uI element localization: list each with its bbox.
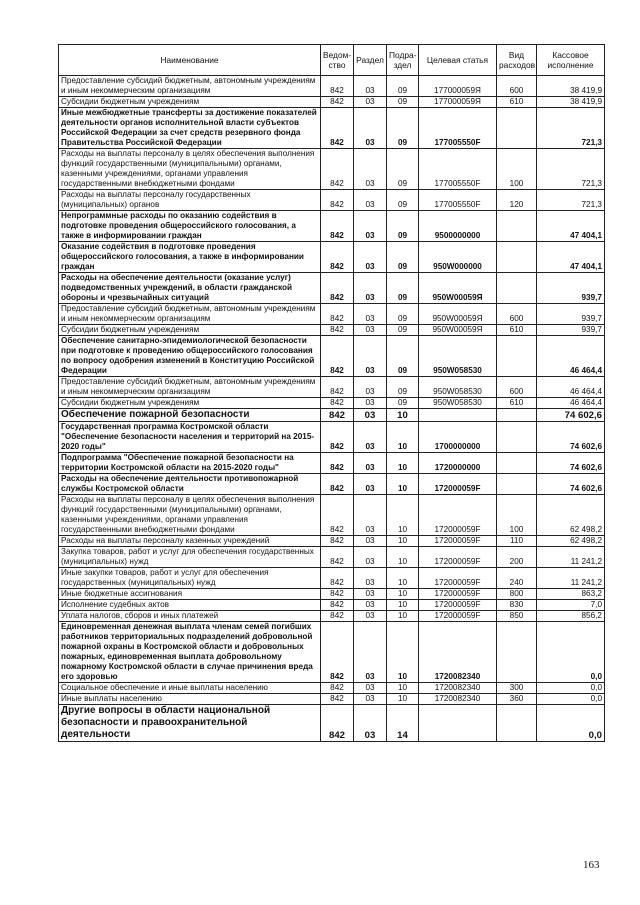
row-podrazdel: 09 <box>387 149 419 190</box>
row-statya: 172000059F <box>419 589 497 600</box>
row-name: Расходы на выплаты персоналу казенных учреждений <box>59 536 321 547</box>
row-statya: 1720082340 <box>419 683 497 694</box>
row-vid: 600 <box>497 304 537 325</box>
table-row <box>59 568 605 589</box>
row-razdel: 03 <box>354 190 387 211</box>
row-amount: 46 464,4 <box>537 336 605 377</box>
row-podrazdel: 10 <box>387 683 419 694</box>
row-vedomstvo: 842 <box>321 536 354 547</box>
row-podrazdel: 10 <box>387 422 419 453</box>
header-name: Наименование <box>59 45 321 76</box>
row-name: Предоставление субсидий бюджетным, автономным учреждениям и иным некоммерческим организациям <box>59 304 321 325</box>
row-statya: 950W058530 <box>419 336 497 377</box>
row-podrazdel: 09 <box>387 336 419 377</box>
row-vid <box>497 622 537 683</box>
row-statya: 177005550F <box>419 149 497 190</box>
row-podrazdel: 09 <box>387 325 419 336</box>
header-vedomstvo: Ведом-ство <box>321 45 354 76</box>
row-podrazdel: 10 <box>387 611 419 622</box>
row-vid: 850 <box>497 611 537 622</box>
row-name: Расходы на обеспечение деятельности (оказание услуг) подведомственных учреждений, в области гражданской обороны и чрезвычайных ситуаций <box>59 273 321 304</box>
row-statya: 172000059F <box>419 611 497 622</box>
row-amount: 939,7 <box>537 325 605 336</box>
table-row <box>59 242 605 273</box>
table-row <box>59 536 605 547</box>
row-vid: 600 <box>497 377 537 398</box>
row-statya: 950W058530 <box>419 377 497 398</box>
row-name: Государственная программа Костромской области "Обеспечение безопасности населения и территорий на 2015-2020 годы" <box>59 422 321 453</box>
row-vedomstvo: 842 <box>321 683 354 694</box>
row-vedomstvo: 842 <box>321 409 354 422</box>
row-name: Иные межбюджетные трансферты за достижение показателей деятельности органов исполнительной власти субъектов Российской Федерации за счет средств резервного фонда Правительства Российской Федерации <box>59 108 321 149</box>
row-vid <box>497 474 537 495</box>
table-row <box>59 453 605 474</box>
row-amount: 11 241,2 <box>537 547 605 568</box>
budget-table <box>58 44 605 742</box>
table-row <box>59 600 605 611</box>
row-podrazdel: 09 <box>387 273 419 304</box>
header-vid: Вид расходов <box>497 45 537 76</box>
row-vedomstvo: 842 <box>321 398 354 409</box>
row-name: Уплата налогов, сборов и иных платежей <box>59 611 321 622</box>
row-vedomstvo: 842 <box>321 589 354 600</box>
header-razdel: Раздел <box>354 45 387 76</box>
row-vid <box>497 453 537 474</box>
table-row <box>59 409 605 422</box>
row-vedomstvo: 842 <box>321 474 354 495</box>
row-podrazdel: 10 <box>387 622 419 683</box>
row-vid <box>497 409 537 422</box>
row-amount: 0,0 <box>537 694 605 705</box>
row-vedomstvo: 842 <box>321 108 354 149</box>
table-row <box>59 705 605 742</box>
row-vedomstvo: 842 <box>321 611 354 622</box>
row-statya: 172000059F <box>419 568 497 589</box>
row-razdel: 03 <box>354 336 387 377</box>
row-razdel: 03 <box>354 398 387 409</box>
row-razdel: 03 <box>354 622 387 683</box>
row-vid: 120 <box>497 190 537 211</box>
row-vedomstvo: 842 <box>321 211 354 242</box>
row-statya: 172000059F <box>419 536 497 547</box>
row-name: Предоставление субсидий бюджетным, автономным учреждениям и иным некоммерческим организациям <box>59 76 321 97</box>
row-amount: 74 602,6 <box>537 422 605 453</box>
row-vedomstvo: 842 <box>321 422 354 453</box>
row-podrazdel: 09 <box>387 304 419 325</box>
table-row <box>59 398 605 409</box>
row-razdel: 03 <box>354 211 387 242</box>
table-row <box>59 547 605 568</box>
row-razdel: 03 <box>354 422 387 453</box>
row-razdel: 03 <box>354 600 387 611</box>
row-podrazdel: 09 <box>387 242 419 273</box>
row-name: Иные бюджетные ассигнования <box>59 589 321 600</box>
row-podrazdel: 09 <box>387 97 419 108</box>
row-vid: 100 <box>497 495 537 536</box>
row-name: Субсидии бюджетным учреждениям <box>59 97 321 108</box>
table-row <box>59 611 605 622</box>
row-amount: 62 498,2 <box>537 536 605 547</box>
table-row <box>59 589 605 600</box>
table-row <box>59 149 605 190</box>
row-amount: 47 404,1 <box>537 242 605 273</box>
row-amount: 939,7 <box>537 273 605 304</box>
row-statya: 1720082340 <box>419 694 497 705</box>
row-name: Исполнение судебных актов <box>59 600 321 611</box>
row-vid <box>497 336 537 377</box>
row-name: Единовременная денежная выплата членам семей погибших работников территориальных подразделений добровольной пожарной охраны в Костромской области и добровольных пожарных, единовременная выплата добровольному пожарному Костромской области в случае причинения вреда его здоровью <box>59 622 321 683</box>
row-podrazdel: 09 <box>387 377 419 398</box>
row-razdel: 03 <box>354 149 387 190</box>
row-amount: 74 602,6 <box>537 409 605 422</box>
row-name: Социальное обеспечение и иные выплаты населению <box>59 683 321 694</box>
row-amount: 0,0 <box>537 683 605 694</box>
row-amount: 47 404,1 <box>537 211 605 242</box>
row-podrazdel: 10 <box>387 409 419 422</box>
row-razdel: 03 <box>354 495 387 536</box>
row-name: Обеспечение санитарно-эпидемиологической безопасности при подготовке к проведению общероссийского голосования по вопросу одобрения изменений в Конституцию Российской Федерации <box>59 336 321 377</box>
row-vid: 360 <box>497 694 537 705</box>
row-vid: 610 <box>497 398 537 409</box>
row-vid <box>497 422 537 453</box>
row-razdel: 03 <box>354 76 387 97</box>
row-statya: 950W058530 <box>419 398 497 409</box>
row-vedomstvo: 842 <box>321 694 354 705</box>
row-vedomstvo: 842 <box>321 568 354 589</box>
row-vedomstvo: 842 <box>321 622 354 683</box>
row-razdel: 03 <box>354 453 387 474</box>
row-vedomstvo: 842 <box>321 304 354 325</box>
row-razdel: 03 <box>354 568 387 589</box>
row-vedomstvo: 842 <box>321 97 354 108</box>
row-podrazdel: 09 <box>387 108 419 149</box>
row-amount: 74 602,6 <box>537 453 605 474</box>
table-row <box>59 304 605 325</box>
page-number: 163 <box>583 859 600 871</box>
row-name: Иные выплаты населению <box>59 694 321 705</box>
row-vid <box>497 242 537 273</box>
row-vid <box>497 211 537 242</box>
table-row <box>59 622 605 683</box>
row-vedomstvo: 842 <box>321 453 354 474</box>
table-row <box>59 495 605 536</box>
row-name: Субсидии бюджетным учреждениям <box>59 325 321 336</box>
row-podrazdel: 14 <box>387 705 419 742</box>
row-razdel: 03 <box>354 683 387 694</box>
row-name: Непрограммные расходы по оказанию содействия в подготовке проведения общероссийского голосования, а также в информировании граждан <box>59 211 321 242</box>
row-amount: 11 241,2 <box>537 568 605 589</box>
table-row <box>59 474 605 495</box>
row-vid: 610 <box>497 97 537 108</box>
row-statya: 9500000000 <box>419 211 497 242</box>
row-amount: 46 464,4 <box>537 377 605 398</box>
row-vedomstvo: 842 <box>321 273 354 304</box>
row-razdel: 03 <box>354 409 387 422</box>
row-name: Субсидии бюджетным учреждениям <box>59 398 321 409</box>
row-podrazdel: 09 <box>387 76 419 97</box>
row-amount: 721,3 <box>537 190 605 211</box>
row-vid: 200 <box>497 547 537 568</box>
table-body <box>59 76 605 742</box>
row-razdel: 03 <box>354 325 387 336</box>
row-name: Подпрограмма "Обеспечение пожарной безопасности на территории Костромской области на 2015-2020 годы" <box>59 453 321 474</box>
row-statya: 1700000000 <box>419 422 497 453</box>
row-name: Закупка товаров, работ и услуг для обеспечения государственных (муниципальных) нужд <box>59 547 321 568</box>
row-vid: 800 <box>497 589 537 600</box>
row-podrazdel: 10 <box>387 536 419 547</box>
row-statya: 172000059F <box>419 600 497 611</box>
row-vid: 610 <box>497 325 537 336</box>
row-amount: 0,0 <box>537 622 605 683</box>
row-razdel: 03 <box>354 705 387 742</box>
row-vedomstvo: 842 <box>321 705 354 742</box>
row-vid: 240 <box>497 568 537 589</box>
row-name: Расходы на выплаты персоналу государственных (муниципальных) органов <box>59 190 321 211</box>
table-row <box>59 76 605 97</box>
row-statya <box>419 705 497 742</box>
row-name: Расходы на обеспечение деятельности противопожарной службы Костромской области <box>59 474 321 495</box>
row-vid: 110 <box>497 536 537 547</box>
table-row <box>59 683 605 694</box>
row-podrazdel: 10 <box>387 474 419 495</box>
row-amount: 46 464,4 <box>537 398 605 409</box>
row-vedomstvo: 842 <box>321 242 354 273</box>
row-razdel: 03 <box>354 611 387 622</box>
table-row <box>59 377 605 398</box>
row-amount: 863,2 <box>537 589 605 600</box>
row-statya: 172000059F <box>419 495 497 536</box>
row-statya: 177005550F <box>419 108 497 149</box>
row-podrazdel: 10 <box>387 589 419 600</box>
row-name: Иные закупки товаров, работ и услуг для обеспечения государственных (муниципальных) нужд <box>59 568 321 589</box>
row-podrazdel: 09 <box>387 398 419 409</box>
row-razdel: 03 <box>354 547 387 568</box>
row-vid <box>497 705 537 742</box>
row-vid: 300 <box>497 683 537 694</box>
header-podrazdel: Подра-здел <box>387 45 419 76</box>
row-vid: 100 <box>497 149 537 190</box>
row-statya: 950W00059Я <box>419 304 497 325</box>
row-statya: 950W000000 <box>419 242 497 273</box>
row-statya <box>419 409 497 422</box>
row-razdel: 03 <box>354 273 387 304</box>
row-razdel: 03 <box>354 474 387 495</box>
row-vedomstvo: 842 <box>321 547 354 568</box>
row-amount: 721,3 <box>537 149 605 190</box>
row-razdel: 03 <box>354 304 387 325</box>
row-razdel: 03 <box>354 694 387 705</box>
row-statya: 1720082340 <box>419 622 497 683</box>
row-statya: 172000059F <box>419 547 497 568</box>
row-podrazdel: 10 <box>387 453 419 474</box>
table-row <box>59 190 605 211</box>
row-name: Оказание содействия в подготовке проведения общероссийского голосования, а также в информировании граждан <box>59 242 321 273</box>
row-amount: 74 602,6 <box>537 474 605 495</box>
row-razdel: 03 <box>354 536 387 547</box>
row-vedomstvo: 842 <box>321 149 354 190</box>
row-podrazdel: 10 <box>387 495 419 536</box>
row-statya: 177005550F <box>419 190 497 211</box>
row-vedomstvo: 842 <box>321 76 354 97</box>
row-statya: 950W00059Я <box>419 273 497 304</box>
table-row <box>59 325 605 336</box>
row-razdel: 03 <box>354 108 387 149</box>
row-podrazdel: 09 <box>387 211 419 242</box>
row-razdel: 03 <box>354 377 387 398</box>
row-vid <box>497 108 537 149</box>
row-name: Другие вопросы в области национальной безопасности и правоохранительной деятельности <box>59 705 321 742</box>
row-statya: 177000059Я <box>419 76 497 97</box>
row-razdel: 03 <box>354 242 387 273</box>
row-podrazdel: 10 <box>387 547 419 568</box>
table-row <box>59 422 605 453</box>
row-vedomstvo: 842 <box>321 377 354 398</box>
table-header-row <box>59 45 605 76</box>
row-statya: 172000059F <box>419 474 497 495</box>
row-vedomstvo: 842 <box>321 495 354 536</box>
row-razdel: 03 <box>354 97 387 108</box>
table-row <box>59 694 605 705</box>
row-podrazdel: 10 <box>387 694 419 705</box>
row-amount: 38 419,9 <box>537 97 605 108</box>
row-vid: 600 <box>497 76 537 97</box>
row-amount: 62 498,2 <box>537 495 605 536</box>
row-vid: 830 <box>497 600 537 611</box>
header-amount: Кассовое исполнение <box>537 45 605 76</box>
row-amount: 0,0 <box>537 705 605 742</box>
table-row <box>59 97 605 108</box>
row-vedomstvo: 842 <box>321 336 354 377</box>
table-row <box>59 108 605 149</box>
row-amount: 721,3 <box>537 108 605 149</box>
row-podrazdel: 10 <box>387 600 419 611</box>
row-vedomstvo: 842 <box>321 600 354 611</box>
row-name: Расходы на выплаты персоналу в целях обеспечения выполнения функций государственными (муниципальными) органами, казенными учреждениями, органами управления государственными внебюджетными фондами <box>59 495 321 536</box>
row-podrazdel: 10 <box>387 568 419 589</box>
row-vedomstvo: 842 <box>321 325 354 336</box>
row-vid <box>497 273 537 304</box>
row-statya: 950W00059Я <box>419 325 497 336</box>
header-statya: Целевая статья <box>419 45 497 76</box>
row-razdel: 03 <box>354 589 387 600</box>
row-amount: 856,2 <box>537 611 605 622</box>
table-row <box>59 273 605 304</box>
row-statya: 1720000000 <box>419 453 497 474</box>
row-vedomstvo: 842 <box>321 190 354 211</box>
table-row <box>59 211 605 242</box>
table-row <box>59 336 605 377</box>
row-podrazdel: 09 <box>387 190 419 211</box>
row-name: Расходы на выплаты персоналу в целях обеспечения выполнения функций государственными (муниципальными) органами, казенными учреждениями, органами управления государственными внебюджетными фондами <box>59 149 321 190</box>
row-amount: 939,7 <box>537 304 605 325</box>
row-amount: 38 419,9 <box>537 76 605 97</box>
row-statya: 177000059Я <box>419 97 497 108</box>
row-amount: 7,0 <box>537 600 605 611</box>
row-name: Предоставление субсидий бюджетным, автономным учреждениям и иным некоммерческим организациям <box>59 377 321 398</box>
row-name: Обеспечение пожарной безопасности <box>59 409 321 422</box>
